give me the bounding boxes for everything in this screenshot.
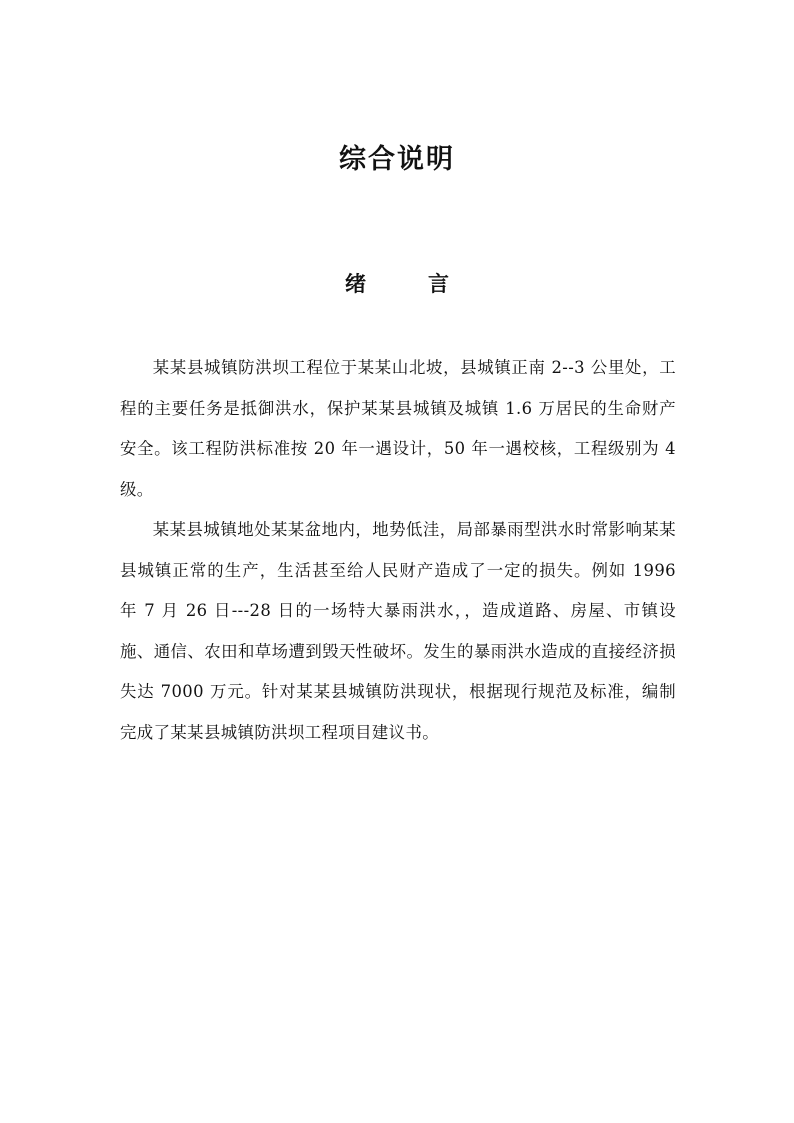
document-title: 综合说明 xyxy=(339,144,455,175)
paragraph-1: 某某县城镇防洪坝工程位于某某山北坡，县城镇正南 2--3 公里处，工程的主要任务是抵御洪水，保护某某县城镇及城镇 1.6 万居民的生命财产安全。该工程防洪标准按 20 年一遇设计，50 年一遇校核，工程级别为 4 级。 xyxy=(120,358,676,499)
paragraph-2: 某某县城镇地处某某盆地内，地势低洼，局部暴雨型洪水时常影响某某县城镇正常的生产，生活甚至给人民财产造成了一定的损失。例如 1996 年 7 月 26 日---28 日的一场特大暴雨洪水，，造成道路、房屋、市镇设施、通信、农田和草场遭到毁天性破坏。发生的暴雨洪水造成的直接经济损失达 7000 万元。针对某某县城镇防洪现状，根据现行规范及标准，编制完成了某某县城镇防洪坝工程项目建议书。 xyxy=(120,520,676,742)
section-heading xyxy=(0,268,794,300)
section-heading-char-2: 言 xyxy=(428,271,449,296)
section-heading-char-1: 绪 xyxy=(345,271,366,296)
body-text xyxy=(120,348,676,753)
